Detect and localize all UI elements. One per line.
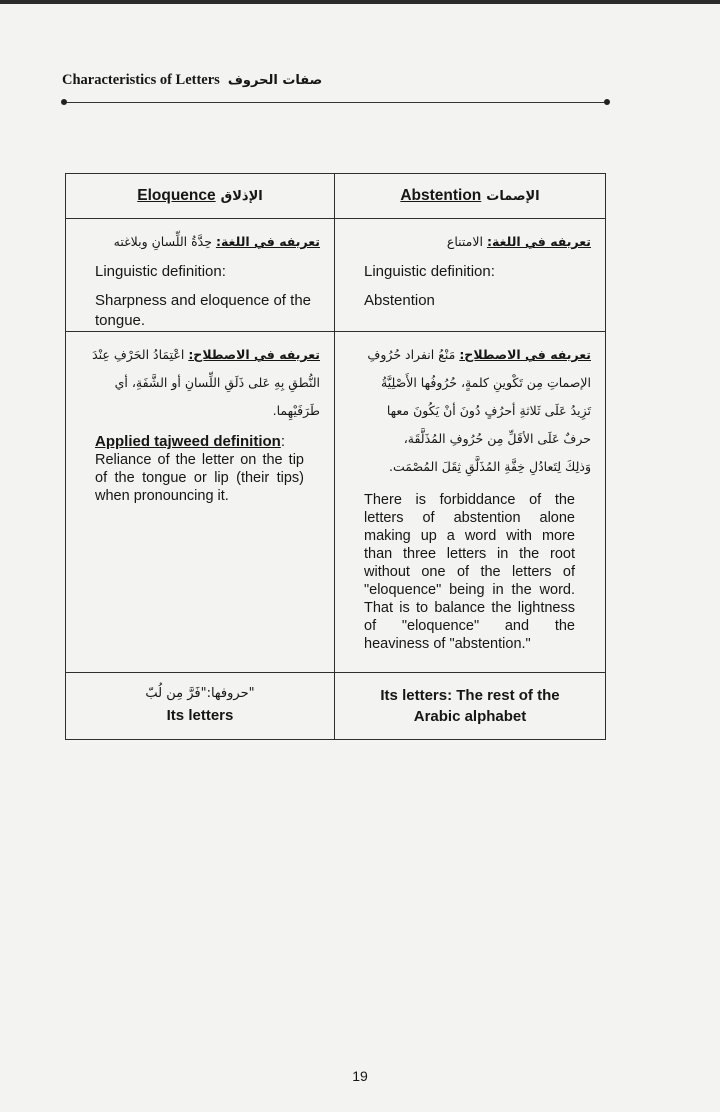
abstention-title-arabic: الإصمات (486, 189, 540, 204)
eloquence-header (66, 174, 335, 219)
abstention-term-arabic-1 (335, 341, 605, 369)
abstention-ling-arabic (335, 228, 605, 256)
running-header (62, 72, 322, 89)
eloquence-title-arabic: الإذلاق (220, 189, 263, 204)
eloquence-title: Eloquence (137, 187, 216, 204)
rule-dot-left (61, 99, 67, 105)
abstention-term-arabic-5: وَذلِكَ لِتَعادُلِ خِفَّةِ المُذَلَّقِ ثِقَلَ المُصْمَت. (388, 459, 591, 474)
eloquence-applied-label-wrap: Applied tajweed definition: (95, 433, 286, 450)
term-line-arabic: مَنْعُ انفراد حُرُوفِ (367, 347, 456, 362)
abstention-term-cell (335, 332, 606, 673)
eloquence-letters: Its letters (166, 707, 234, 724)
page-number: 19 (352, 1068, 368, 1084)
eloquence-term-arabic-3: طَرَفَيْهِما. (272, 403, 320, 418)
header-rule (64, 102, 609, 103)
abstention-title: Abstention (400, 187, 482, 204)
abstention-linguistic-cell (335, 219, 606, 332)
term-line-arabic: اعْتِمَادُ الحَرْفِ عِنْدَ (92, 347, 185, 362)
abstention-term-text: There is forbiddance of the letters of abstention alone making up a word with more than three letters in the root without one of the letters of "eloquence" being in the word. That is to balance the lightness of "eloquence" and the heaviness of "abstention." (364, 492, 575, 652)
ling-label-arabic: تعريفه في اللغة: (215, 234, 320, 249)
comparison-table (65, 173, 606, 740)
eloquence-term-arabic-1 (66, 341, 334, 369)
eloquence-term-arabic-2: النُّطقِ بِهِ عَلى ذَلَقِ اللِّسانِ أو الشَّفَةِ، أي (114, 375, 320, 390)
abstention-ling-label: Linguistic definition: (364, 263, 495, 280)
eloquence-ling-text: Sharpness and eloquence of the tongue. (95, 292, 311, 329)
terminology-row (66, 332, 606, 673)
abstention-letters-cell (335, 673, 606, 740)
eloquence-letters-cell (66, 673, 335, 740)
table-header-row (66, 174, 606, 219)
header-title: Characteristics of Letters (62, 72, 220, 88)
term-label-arabic: تعريفه في الاصطلاح: (188, 347, 320, 362)
page-top-edge (0, 0, 720, 4)
header-title-arabic: صفات الحروف (227, 73, 323, 88)
linguistic-row (66, 219, 606, 332)
rule-dot-right (604, 99, 610, 105)
eloquence-letters-arabic: حروفها:"فَرَّ مِن لُبّ" (145, 686, 255, 701)
abstention-header (335, 174, 606, 219)
eloquence-ling-label: Linguistic definition: (95, 263, 226, 280)
applied-definition-label: Applied tajweed definition (95, 433, 281, 450)
letters-row (66, 673, 606, 740)
eloquence-term-cell (66, 332, 335, 673)
abstention-term-arabic-2: الإصماتِ مِن تَكْوينِ كلمةٍ، حُرُوفُها الأَصْلِيَّةُ (380, 375, 591, 390)
term-label-arabic: تعريفه في الاصطلاح: (459, 347, 591, 362)
abstention-ling-text: Abstention (364, 292, 435, 309)
eloquence-linguistic-cell (66, 219, 335, 332)
eloquence-ling-arabic (66, 228, 334, 256)
abstention-letters: Its letters: The rest of the Arabic alphabet (380, 687, 560, 725)
ling-text-arabic: الامتناع (446, 234, 483, 249)
ling-label-arabic: تعريفه في اللغة: (486, 234, 591, 249)
abstention-term-arabic-3: تَزِيدُ عَلَى ثَلاثةِ أحرُفٍ دُونَ أنْ يَكُونَ معها (386, 403, 591, 418)
abstention-term-arabic-4: حرفٌ عَلَى الأقَلِّ مِن حُرُوفِ المُذَلَّقَة، (403, 431, 591, 446)
eloquence-applied-text: Reliance of the letter on the tip of the tongue or lip (their tips) when pronouncing it. (95, 452, 304, 504)
ling-text-arabic: حِدَّةُ اللِّسانِ وبلاغته (113, 234, 212, 249)
